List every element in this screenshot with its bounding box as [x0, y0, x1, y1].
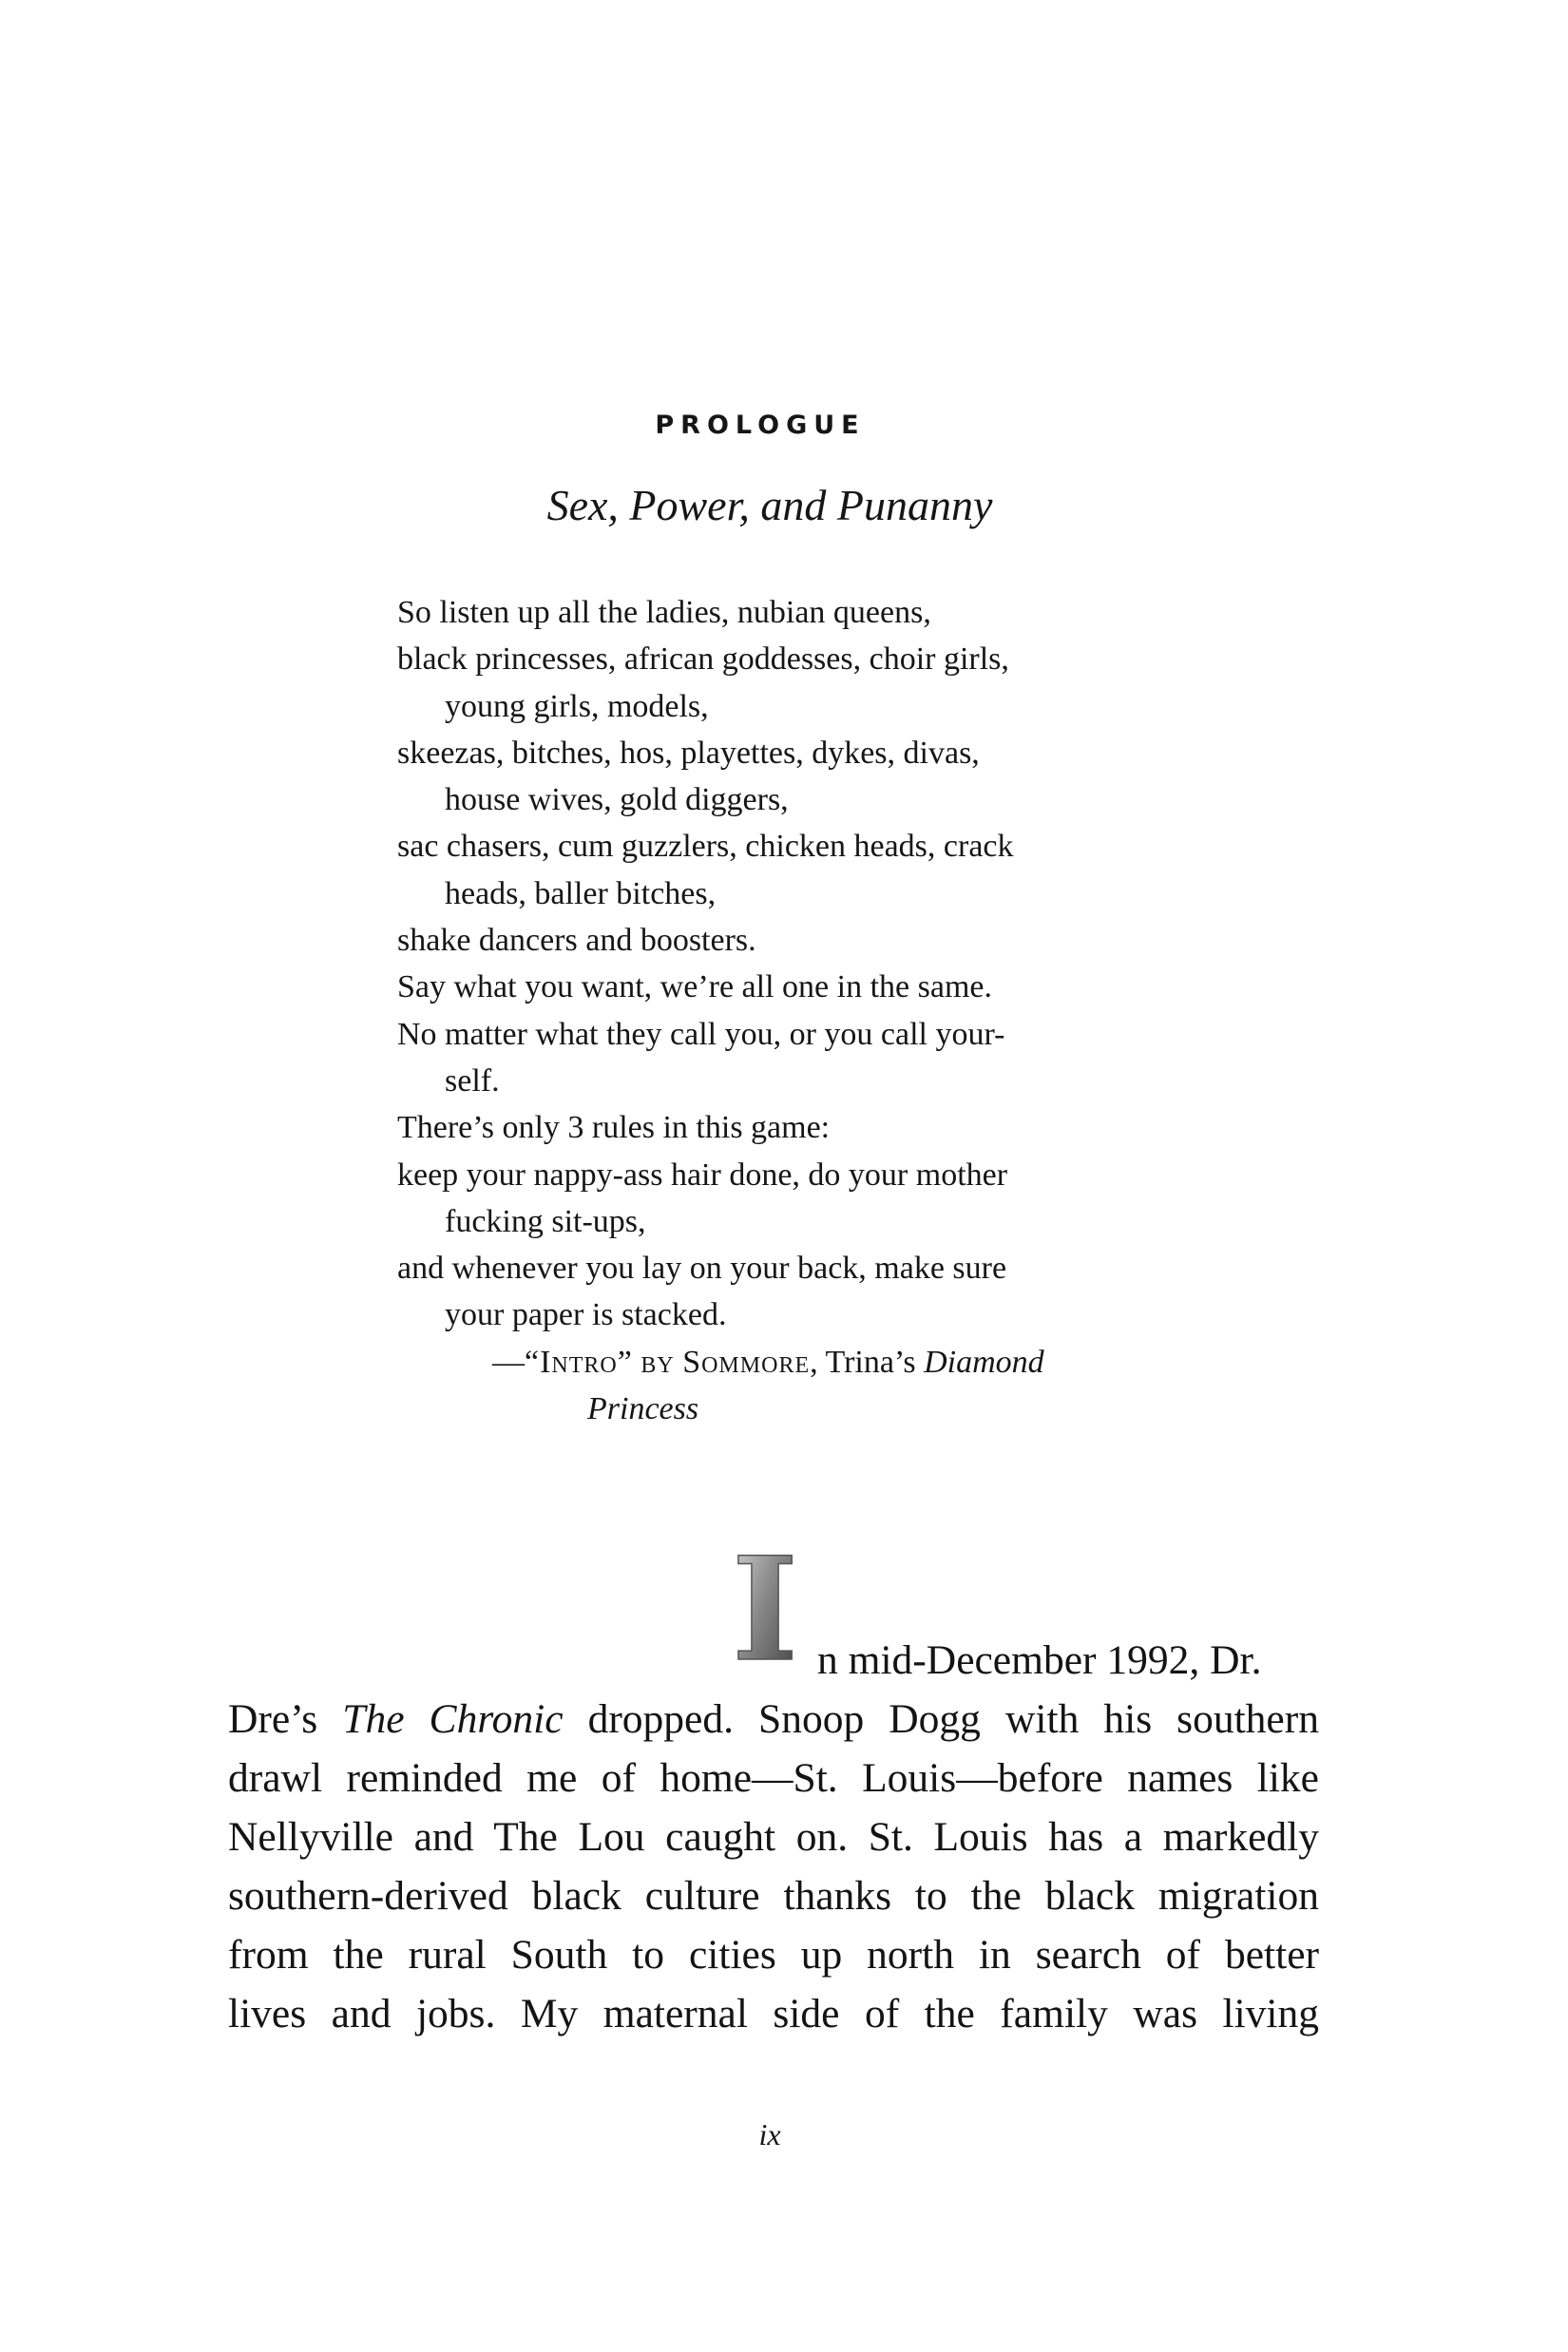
body-line: from the rural South to cities up north in search of better [228, 1932, 1319, 1978]
epigraph-line: There’s only 3 rules in this game: [397, 1110, 831, 1146]
chapter-title: Sex, Power, and Punanny [546, 481, 993, 529]
epigraph-line: self. [445, 1062, 500, 1099]
body-line: Nellyville and The Lou caught on. St. Louis has a markedly [228, 1814, 1319, 1860]
body-first-line: n mid-December 1992, Dr. [817, 1637, 1262, 1683]
attribution-dash: — [492, 1344, 525, 1380]
album-title: The Chronic [342, 1696, 564, 1742]
attribution-by: by [641, 1344, 675, 1380]
epigraph-line: your paper is stacked. [445, 1297, 727, 1333]
epigraph-line: keep your nappy-ass hair done, do your mother [397, 1157, 1008, 1193]
body-line [228, 1695, 1319, 1743]
body-line: southern-derived black culture thanks to the black migration [228, 1873, 1319, 1919]
epigraph-line: young girls, models, [445, 688, 709, 724]
epigraph-line: shake dancers and boosters. [397, 923, 756, 959]
attribution-album-owner: Trina’s [825, 1344, 916, 1380]
epigraph-line: skeezas, bitches, hos, playettes, dykes, divas, [397, 735, 980, 771]
epigraph-line: black princesses, african goddesses, choir girls, [397, 641, 1009, 678]
body-line: drawl reminded me of home—St. Louis—before names like [228, 1755, 1319, 1801]
epigraph-line: sac chasers, cum guzzlers, chicken heads, crack [397, 829, 1014, 865]
epigraph [397, 589, 1157, 1432]
chapter-label: PROLOGUE [655, 411, 866, 440]
body-line-pre: Dre’s [228, 1696, 343, 1742]
epigraph-line: Say what you want, we’re all one in the same. [397, 969, 992, 1005]
epigraph-line: So listen up all the ladies, nubian queens, [397, 595, 931, 630]
drop-cap-ornament [713, 1547, 817, 1690]
attribution-album-continued: Princess [587, 1391, 699, 1427]
epigraph-line: fucking sit-ups, [445, 1203, 646, 1239]
epigraph-line: heads, baller bitches, [445, 875, 717, 911]
attribution-album: Diamond [924, 1344, 1044, 1380]
page-number: ix [758, 2117, 781, 2151]
body-line-post: dropped. Snoop Dogg with his southern [563, 1696, 1319, 1742]
epigraph-line: house wives, gold diggers, [445, 782, 789, 818]
attribution-artist: Sommore [682, 1344, 811, 1380]
drop-cap-letter: I [731, 1547, 799, 1690]
epigraph-line: and whenever you lay on your back, make sure [397, 1251, 1007, 1287]
body-line: lives and jobs. My maternal side of the family was living [228, 1991, 1319, 2036]
epigraph-line: No matter what they call you, or you call your- [397, 1016, 1005, 1052]
attribution-song: “Intro” [525, 1344, 633, 1380]
epigraph-attribution: —“Intro” by Sommore, Trina’s Diamond Princess [397, 1339, 1157, 1433]
